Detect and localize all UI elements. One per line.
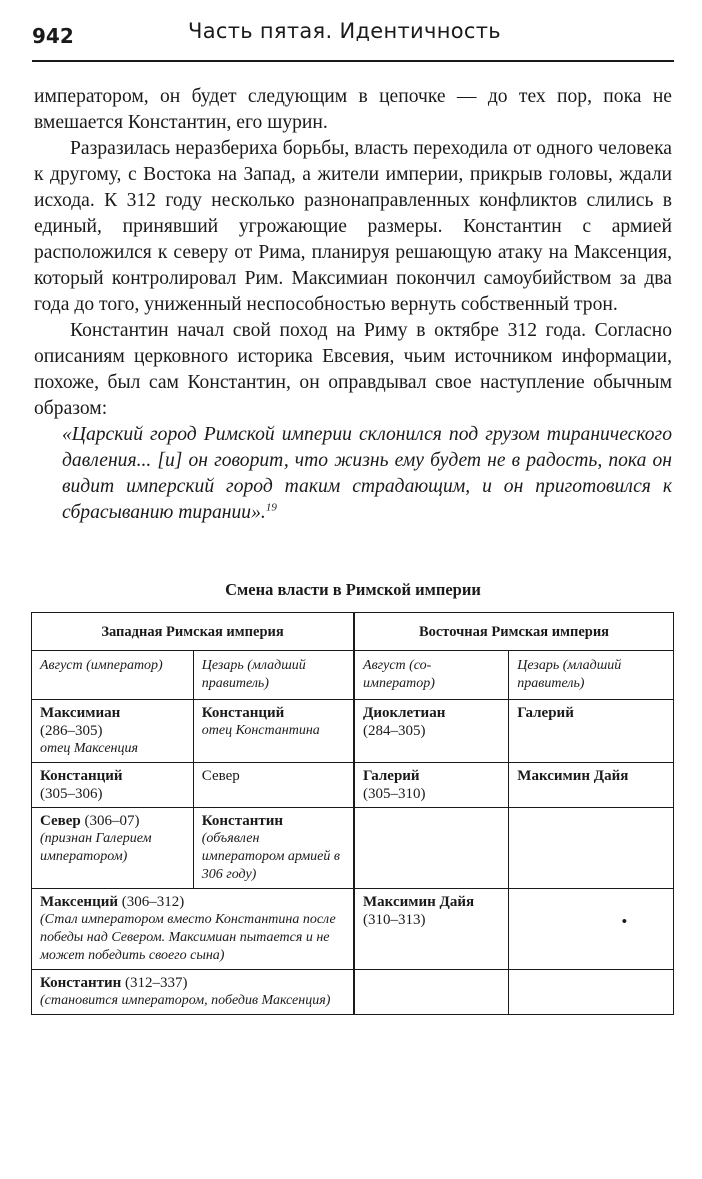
stray-mark: • — [621, 914, 627, 930]
ruler-name: Константин — [201, 813, 284, 829]
table-cell — [32, 808, 194, 889]
table-cell — [193, 700, 354, 763]
ruler-name: Максенций — [40, 894, 118, 910]
west-caesar-role: Цезарь (младший правитель) — [193, 651, 354, 700]
east-augustus-role: Август (со-император) — [354, 651, 509, 700]
table-cell — [32, 763, 194, 808]
paragraph: Разразилась неразбериха борьбы, власть переходила от одного человека к другому, с Востока на Запад, а жители империи, прикрыв головы, ждали исхода. К 312 году несколько разнонаправленных конфликтов слились в единый, принявший угрожающие размеры. Константин с армией расположился к северу от Рима, планируя решающую атаку на Максенция, который контролировал Рим. Максимиан покончил самоубийством за два года до того, униженный неспособностью вернуть собственный трон. — [34, 138, 672, 315]
east-caesar-role: Цезарь (младший правитель) — [509, 651, 674, 700]
footnote-ref: 19 — [265, 501, 277, 514]
paragraph: Константин начал свой поход на Риму в октябре 312 года. Согласно описаниям церковного историка Евсевия, чьим источником информации, похоже, был сам Константин, он оправдывал свое наступление обычным образом: — [34, 320, 672, 419]
ruler-note: отец Константина — [201, 723, 320, 738]
succession-table — [31, 612, 674, 1015]
ruler-name: Север — [40, 813, 81, 829]
ruler-note: (объявлен императором армией в 306 году) — [201, 831, 340, 882]
quote-text: «Царский город Римской империи склонился под грузом тиранического давления... [и] он говорит, что жизнь ему будет не в радость, пока он видит имперский город таким страдающим, и он приготовился к сбрасыванию тирании». — [62, 424, 672, 523]
ruler-name: Максимин Дайя — [363, 894, 475, 910]
reign-years: (305–310) — [363, 786, 426, 802]
ruler-note: (признан Галерием императором) — [40, 831, 152, 864]
ruler-name: Галерий — [363, 768, 420, 784]
reign-years: (310–313) — [363, 912, 426, 928]
reign-years: (286–305) — [40, 723, 103, 739]
ruler-name: Галерий — [517, 705, 574, 721]
table-cell-empty — [354, 808, 509, 889]
table-cell — [32, 889, 355, 970]
reign-years: (305–306) — [40, 786, 103, 802]
running-head: Часть пятая. Идентичность — [188, 19, 501, 43]
table-row — [32, 889, 674, 970]
table-header-row — [32, 613, 674, 651]
table-cell — [354, 763, 509, 808]
table-role-row — [32, 651, 674, 700]
east-empire-header: Восточная Римская империя — [354, 613, 673, 651]
table-cell-empty — [509, 970, 674, 1015]
table-cell-empty — [509, 808, 674, 889]
ruler-note: (становится императором, победив Максенция) — [40, 993, 331, 1008]
table-cell — [32, 970, 355, 1015]
table-row — [32, 700, 674, 763]
table-cell — [193, 808, 354, 889]
table-cell — [509, 763, 674, 808]
ruler-name: Констанций — [201, 705, 285, 721]
ruler-name: Диоклетиан — [363, 705, 446, 721]
ruler-note: отец Максенция — [40, 741, 138, 756]
table-cell — [354, 700, 509, 763]
table-cell-empty — [354, 970, 509, 1015]
reign-years: (306–312) — [121, 894, 185, 910]
table-cell — [509, 889, 674, 970]
page-number: 942 — [32, 24, 74, 48]
table-row — [32, 763, 674, 808]
table-cell — [32, 700, 194, 763]
reign-years: (306–07) — [84, 813, 140, 829]
west-augustus-role: Август (император) — [32, 651, 194, 700]
ruler-name: Максимиан — [40, 705, 121, 721]
page-header — [32, 14, 674, 52]
table-caption: Смена власти в Римской империи — [225, 580, 481, 599]
table-cell — [509, 700, 674, 763]
ruler-name: Максимин Дайя — [517, 768, 629, 784]
ruler-note: (Стал императором вместо Константина после победы над Севером. Максимиан пытается и не может победить своего сына) — [40, 912, 336, 963]
block-quote — [34, 422, 672, 526]
ruler-name: Константин — [40, 975, 122, 991]
table-row — [32, 970, 674, 1015]
table-row — [32, 808, 674, 889]
reign-years: (312–337) — [125, 975, 188, 991]
header-rule — [32, 60, 674, 62]
ruler-name: Север — [201, 768, 240, 784]
body-text — [34, 84, 672, 526]
paragraph-continuation: императором, он будет следующим в цепочке — до тех пор, пока не вмешается Константин, его шурин. — [34, 86, 672, 133]
ruler-name: Констанций — [40, 768, 123, 784]
west-empire-header: Западная Римская империя — [32, 613, 355, 651]
table-cell — [354, 889, 509, 970]
table-cell — [193, 763, 354, 808]
reign-years: (284–305) — [363, 723, 426, 739]
